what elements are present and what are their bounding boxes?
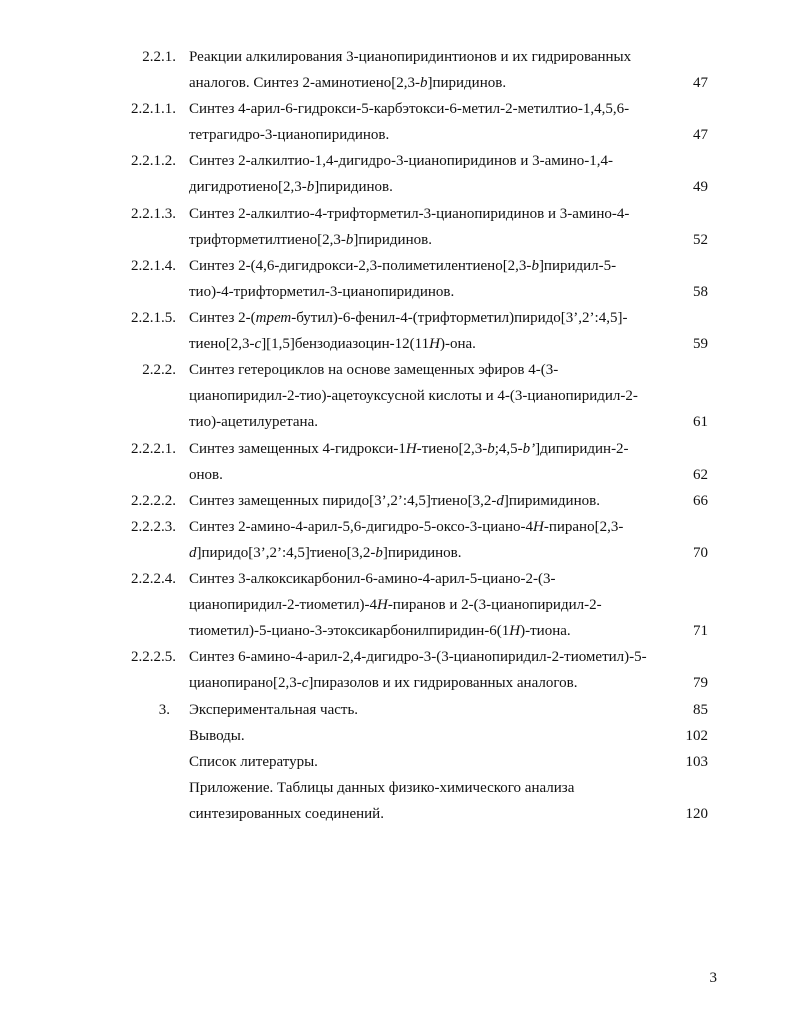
toc-entry (0, 697, 799, 723)
toc-section-number: 2.2.1.3. (131, 205, 176, 222)
toc-entry (0, 514, 799, 566)
toc-page-number: 47 (693, 75, 708, 92)
toc-title-line: дигидротиено[2,3-b]пиридинов. (189, 179, 393, 196)
toc-title (189, 305, 664, 357)
toc-page-number: 103 (685, 753, 708, 770)
toc-page-number: 49 (693, 179, 708, 196)
toc-title-line: Экспериментальная часть. (189, 701, 359, 718)
toc-page-number: 71 (693, 623, 708, 640)
toc-page-number: 85 (693, 701, 708, 718)
toc-page-number: 59 (693, 336, 708, 353)
toc-title-line: трифторметилтиено[2,3-b]пиридинов. (189, 231, 432, 248)
toc-title-line: цианопиридил-2-тио)-ацетоуксусной кислоты и 4-(3-цианопиридил-2- (189, 388, 638, 405)
toc-title-line: Синтез гетероциклов на основе замещенных эфиров 4-(3- (189, 362, 559, 379)
toc-title (189, 723, 664, 749)
toc-title (189, 96, 664, 148)
toc-page-number: 66 (693, 492, 708, 509)
toc-title (189, 644, 664, 696)
toc-section-number: 2.2.2.5. (131, 649, 176, 666)
toc-section-number: 2.2.1.1. (131, 101, 176, 118)
toc-entry (0, 357, 799, 435)
toc-title-line: Синтез 6-амино-4-арил-2,4-дигидро-3-(3-цианопиридил-2-тиометил)-5- (189, 649, 647, 666)
toc-title-line: тиено[2,3-c][1,5]бензодиазоцин-12(11H)-она. (189, 336, 476, 353)
toc-title-line: d]пиридо[3’,2’:4,5]тиено[3,2-b]пиридинов. (189, 544, 462, 561)
toc-entry (0, 96, 799, 148)
toc-section-number: 3. (158, 701, 170, 718)
toc-title-line: Синтез 2-амино-4-арил-5,6-дигидро-5-оксо-3-циано-4H-пирано[2,3- (189, 518, 624, 535)
toc-page-number: 47 (693, 127, 708, 144)
toc-title-line: Синтез 2-алкилтио-4-трифторметил-3-цианопиридинов и 3-амино-4- (189, 205, 630, 222)
toc-page-number: 102 (685, 727, 708, 744)
toc-title (189, 201, 664, 253)
toc-section-number: 2.2.1. (142, 49, 176, 65)
toc-page-number: 70 (693, 544, 708, 561)
toc-entry (0, 775, 799, 827)
toc-title-line: Синтез замещенных 4-гидрокси-1H-тиено[2,3-b;4,5-b’]дипиридин-2- (189, 440, 629, 457)
toc-title-line: цианопирано[2,3-c]пиразолов и их гидрированных аналогов. (189, 675, 578, 692)
toc-title-line: цианопиридил-2-тиометил)-4H-пиранов и 2-(3-цианопиридил-2- (189, 597, 602, 614)
toc-page-number: 79 (693, 675, 708, 692)
toc-section-number: 2.2.2.1. (131, 440, 176, 457)
toc-section-number: 2.2.2.2. (131, 492, 176, 509)
toc-title-line: тио)-4-трифторметил-3-цианопиридинов. (189, 283, 455, 300)
toc-entry (0, 253, 799, 305)
toc-title (189, 148, 664, 200)
toc-page-number: 61 (693, 414, 708, 431)
toc-title-line: Синтез 2-алкилтио-1,4-дигидро-3-цианопиридинов и 3-амино-1,4- (189, 153, 614, 170)
toc-title (189, 749, 664, 775)
toc-title-line: Синтез 2-(4,6-дигидрокси-2,3-полиметилентиено[2,3-b]пиридил-5- (189, 257, 617, 274)
toc-entry (0, 488, 799, 514)
toc-entry (0, 148, 799, 200)
toc-title-line: аналогов. Синтез 2-аминотиено[2,3-b]пиридинов. (189, 75, 507, 92)
toc-title (189, 44, 664, 96)
toc-title (189, 357, 664, 435)
toc-title (189, 514, 664, 566)
toc-title (189, 775, 664, 827)
toc-page-number: 120 (685, 805, 708, 822)
toc-title-line: синтезированных соединений. (189, 805, 384, 822)
toc-section-number: 2.2.1.5. (131, 310, 176, 326)
toc-entry (0, 436, 799, 488)
toc-title-line: Список литературы. (189, 753, 318, 770)
toc-title-line: тио)-ацетилуретана. (189, 414, 318, 431)
toc-title-line: тиометил)-5-циано-3-этоксикарбонилпиридин-6(1H)-тиона. (189, 623, 571, 640)
toc-title (189, 566, 664, 644)
toc-title-line: тетрагидро-3-цианопиридинов. (189, 127, 390, 144)
toc-title-line: Синтез 4-арил-6-гидрокси-5-карбэтокси-6-метил-2-метилтио-1,4,5,6- (189, 101, 630, 118)
toc-title (189, 697, 664, 723)
toc-title-line: онов. (189, 466, 223, 483)
toc-section-number: 2.2.1.2. (131, 153, 176, 170)
toc-entry (0, 566, 799, 644)
toc-section-number: 2.2.2. (142, 362, 176, 379)
toc-entry (0, 644, 799, 696)
toc-entry (0, 723, 799, 749)
toc-page-number: 52 (693, 231, 708, 248)
toc-title (189, 488, 664, 514)
toc-page-number: 62 (693, 466, 708, 483)
page-number: 3 (709, 970, 717, 986)
toc-title-line: Синтез 3-алкоксикарбонил-6-амино-4-арил-5-циано-2-(3- (189, 571, 556, 587)
toc-page-number: 58 (693, 283, 708, 300)
toc-entry (0, 201, 799, 253)
toc-title (189, 436, 664, 488)
toc-section-number: 2.2.2.3. (131, 518, 176, 535)
toc-title-line: Выводы. (189, 727, 245, 744)
toc-entry (0, 749, 799, 775)
toc-section-number: 2.2.1.4. (131, 257, 176, 274)
toc-title-line: Синтез 2-(трет-бутил)-6-фенил-4-(трифторметил)пиридо[3’,2’:4,5]- (189, 310, 628, 326)
toc-title-line: Реакции алкилирования 3-цианопиридинтионов и их гидрированных (189, 49, 632, 65)
toc-title-line: Приложение. Таблицы данных физико-химического анализа (189, 779, 575, 796)
toc-section-number: 2.2.2.4. (131, 571, 176, 587)
toc-entry (0, 44, 799, 96)
toc-entry (0, 305, 799, 357)
toc-title-line: Синтез замещенных пиридо[3’,2’:4,5]тиено[3,2-d]пиримидинов. (189, 492, 600, 509)
toc-title (189, 253, 664, 305)
